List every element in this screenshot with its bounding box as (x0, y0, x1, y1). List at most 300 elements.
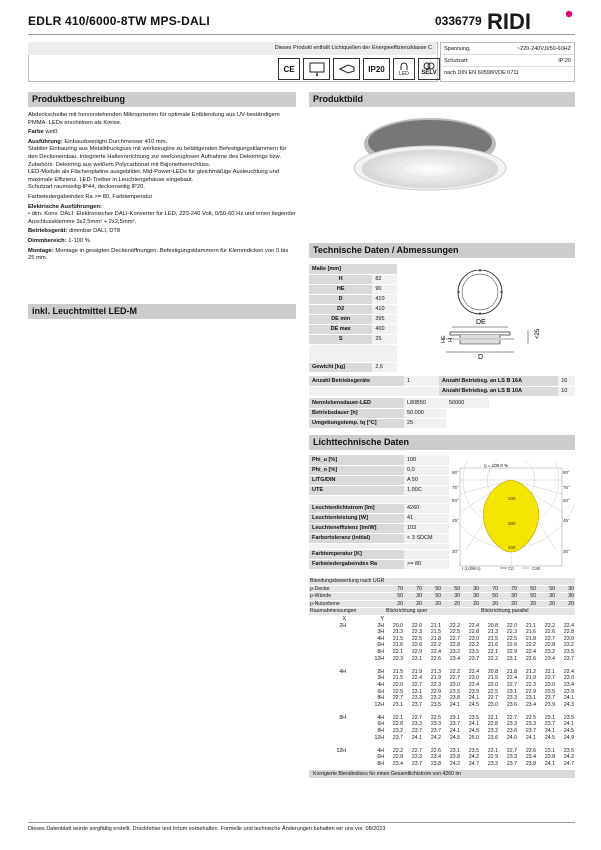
ugr-cell: 23.9 (544, 701, 555, 708)
svg-text:90°: 90° (563, 470, 570, 475)
ugr-cell (309, 675, 347, 682)
ugr-cell (309, 636, 347, 643)
ugr-data-row (309, 748, 575, 755)
ceiling-mount-icon (303, 58, 330, 80)
ugr-cell: 23.7 (468, 655, 479, 662)
ugr-cell: 22.0 (411, 622, 422, 629)
ugr-cell: 30 (404, 593, 423, 601)
ugr-data-row (309, 721, 575, 728)
ugr-cell (309, 695, 347, 702)
ugr-reflectance-row (309, 585, 575, 593)
ugr-cell: ρ-Wände (309, 593, 385, 601)
ugr-cell: 23.4 (525, 701, 536, 708)
ugr-cell: 22.6 (430, 655, 441, 662)
ugr-data-row (309, 761, 575, 768)
svg-text:90°: 90° (452, 470, 459, 475)
ugr-cell (309, 721, 347, 728)
ugr-cell: 23.3 (506, 754, 517, 761)
ugr-cell: 22.9 (525, 688, 536, 695)
ugr-cell: 22.7 (411, 681, 422, 688)
svg-text:<25: <25 (535, 328, 541, 339)
ugr-cell: 22.7 (411, 747, 422, 754)
ugr-cell: 23.2 (468, 642, 479, 649)
svg-text:C0: C0 (508, 566, 514, 571)
ugr-cell: 22.7 (506, 714, 517, 721)
ugr-cell: 22.4 (563, 668, 574, 675)
ugr-cell: 21.5 (392, 675, 403, 682)
selv-icon: SELV (418, 58, 440, 80)
ugr-cell: 22.4 (468, 622, 479, 629)
ugr-cell (309, 754, 347, 761)
ugr-cell: 23.7 (544, 695, 555, 702)
ugr-spacer-row (309, 662, 575, 669)
ugr-cell: 22.6 (430, 747, 441, 754)
electrical-spec-box: Spannung, ~220-240V,0/50-60HZ Schutzart: IP 20 nach DIN EN 60598/VDE 0711 (440, 42, 575, 82)
ugr-cell: 23.8 (525, 761, 536, 768)
ugr-cell: 23.5 (563, 648, 574, 655)
ugr-cell: 23.8 (449, 695, 460, 702)
ugr-cell: 24.1 (411, 734, 422, 741)
ugr-cell: 20 (442, 600, 461, 608)
ugr-cell: 30 (556, 585, 575, 593)
ugr-cell: 8H (339, 714, 346, 721)
ugr-cell: Raumabmessungen (309, 608, 385, 616)
ugr-reflectance-row (309, 593, 575, 601)
ugr-cell: 12H (374, 734, 384, 741)
ugr-cell: Blickrichtung quer (385, 608, 480, 616)
svg-text:60°: 60° (563, 498, 570, 503)
ugr-cell: 23.3 (411, 721, 422, 728)
ugr-cell: 23.7 (411, 761, 422, 768)
ugr-cell: ρ-Nutzebene (309, 600, 385, 608)
polar-diagram (452, 460, 574, 572)
footer-divider (28, 822, 575, 823)
ugr-cell: 22.8 (392, 721, 403, 728)
ugr-cell: 20 (461, 600, 480, 608)
ugr-cell: 22.6 (411, 642, 422, 649)
ugr-cell: ρ-Decke (309, 585, 385, 593)
ugr-cell: 24.1 (449, 701, 460, 708)
ugr-reflectance-row (309, 600, 575, 608)
ugr-cell: 23.5 (430, 701, 441, 708)
tool-icon (333, 58, 360, 80)
ugr-cell: 22.8 (468, 629, 479, 636)
ugr-note: Korrigierte Blendindizes für einen Gesamtlichtstrom von 4260 lm (309, 770, 575, 778)
ugr-data-row (309, 669, 575, 676)
ugr-cell: 21.5 (392, 668, 403, 675)
ce-mark-icon: CE (278, 58, 300, 80)
ugr-cell: 23.5 (563, 747, 574, 754)
ugr-cell (309, 662, 575, 669)
ugr-cell: 30 (461, 585, 480, 593)
ugr-cell: 23.3 (411, 695, 422, 702)
ugr-cell: 22.9 (487, 754, 498, 761)
ugr-cell: 6H (377, 642, 384, 649)
ugr-cell: 23.0 (563, 635, 574, 642)
ugr-cell: 22.3 (392, 655, 403, 662)
ridi-logo (487, 10, 575, 32)
ugr-cell: 22.7 (392, 695, 403, 702)
ugr-cell (309, 649, 347, 656)
ugr-cell: 22.2 (449, 668, 460, 675)
svg-text:D: D (478, 354, 484, 361)
ugr-cell: 22.7 (487, 695, 498, 702)
ugr-cell: 24.0 (506, 734, 517, 741)
ugr-table (309, 578, 575, 778)
ugr-cell: 70 (480, 585, 499, 593)
ugr-cell: 22.2 (430, 642, 441, 649)
header-divider (28, 34, 575, 35)
ugr-cell: 23.7 (449, 721, 460, 728)
ugr-cell: 23.1 (411, 655, 422, 662)
ugr-cell: 21.5 (487, 675, 498, 682)
ugr-cell: 23.1 (506, 655, 517, 662)
ugr-cell: 23.2 (392, 728, 403, 735)
ugr-cell: 22.8 (544, 642, 555, 649)
ugr-cell: 23.5 (544, 688, 555, 695)
ugr-cell: Blendungsbewertung nach UGR (309, 578, 575, 585)
svg-text:DE: DE (476, 319, 486, 326)
svg-text:75°: 75° (563, 485, 570, 490)
ugr-data-row (309, 695, 575, 702)
ugr-cell: 21.8 (430, 635, 441, 642)
ugr-cell: 22.6 (506, 642, 517, 649)
ugr-cell: 23.4 (430, 754, 441, 761)
ugr-cell: 24.5 (468, 728, 479, 735)
ugr-cell: 22.4 (411, 675, 422, 682)
ugr-cell: 23.1 (449, 747, 460, 754)
ugr-cell: 23.9 (563, 688, 574, 695)
ugr-cell: 23.0 (468, 635, 479, 642)
ugr-cell: 23.4 (392, 761, 403, 768)
ugr-cell: 21.3 (430, 668, 441, 675)
ugr-cell (309, 761, 347, 768)
ugr-cell: 23.0 (468, 675, 479, 682)
ugr-cell: 50 (537, 585, 556, 593)
energy-class: C (428, 45, 432, 51)
ugr-cell: 24.2 (468, 754, 479, 761)
ugr-cell: 4H (377, 714, 384, 721)
svg-text:C90: C90 (532, 566, 541, 571)
ugr-cell: 30 (556, 593, 575, 601)
ugr-cell: 21.5 (487, 635, 498, 642)
ugr-cell: 20 (537, 600, 556, 608)
svg-text:HE: HE (441, 335, 447, 343)
ugr-cell: 30 (461, 593, 480, 601)
ugr-cell: 22.0 (506, 622, 517, 629)
ugr-cell: 20 (518, 600, 537, 608)
ugr-cell: 2H (377, 622, 384, 629)
operating-devices-table: Anzahl Betriebsgeräte 1 Anzahl Betriebsg. an LS B 16A 16 Anzahl Betriebsg. an LS B 10A 10 (309, 376, 575, 397)
ugr-cell: 23.6 (506, 701, 517, 708)
ugr-cell: 22.6 (525, 747, 536, 754)
ugr-cell: 21.2 (525, 668, 536, 675)
ugr-cell: 23.3 (411, 754, 422, 761)
ugr-cell: 24.5 (449, 734, 460, 741)
ugr-data-row (309, 642, 575, 649)
section-description: Produktbeschreibung (28, 92, 296, 107)
ugr-title-row (309, 578, 575, 585)
ugr-cell: 23.3 (487, 761, 498, 768)
ugr-header-row (309, 608, 575, 616)
ugr-cell: 22.5 (449, 629, 460, 636)
ugr-cell: 22.5 (430, 714, 441, 721)
ugr-cell: 23.0 (487, 701, 498, 708)
ugr-cell: 23.7 (563, 655, 574, 662)
ugr-cell: 23.2 (487, 728, 498, 735)
ugr-cell: 21.6 (392, 642, 403, 649)
ugr-cell: 23.7 (411, 701, 422, 708)
ugr-cell: 20 (423, 600, 442, 608)
ugr-cell: 3H (377, 629, 384, 636)
ugr-cell: 23.2 (449, 648, 460, 655)
ugr-cell: 20.8 (487, 622, 498, 629)
ugr-cell: 70 (404, 585, 423, 593)
ugr-cell: 22.3 (430, 681, 441, 688)
ugr-cell: 23.4 (563, 681, 574, 688)
ugr-cell (309, 629, 347, 636)
ugr-cell: 22.2 (449, 622, 460, 629)
ugr-cell: 21.5 (392, 635, 403, 642)
ugr-data-row (309, 656, 575, 663)
ugr-cell (309, 741, 575, 748)
certification-symbols (278, 58, 440, 80)
ugr-cell: 22.2 (525, 642, 536, 649)
ugr-cell: 22.4 (430, 648, 441, 655)
ugr-cell: 2H (377, 668, 384, 675)
ugr-cell: 8H (377, 648, 384, 655)
ugr-cell: 30 (442, 593, 461, 601)
svg-text:400: 400 (508, 545, 516, 550)
ugr-cell: 22.4 (468, 668, 479, 675)
svg-text:60°: 60° (452, 498, 459, 503)
ugr-cell: 22.5 (392, 688, 403, 695)
ugr-cell (385, 615, 575, 622)
svg-text:30°: 30° (563, 549, 570, 554)
ugr-cell: Y (380, 615, 384, 622)
ugr-cell: 21.9 (525, 675, 536, 682)
ugr-cell: 23.8 (449, 754, 460, 761)
ugr-cell: 22.5 (525, 714, 536, 721)
ugr-cell: 24.2 (449, 761, 460, 768)
ugr-cell: 22.1 (392, 714, 403, 721)
ugr-cell: 24.2 (430, 734, 441, 741)
ugr-cell: 23.8 (544, 754, 555, 761)
ugr-cell: 23.3 (430, 721, 441, 728)
ugr-data-row (309, 715, 575, 722)
section-product-image: Produktbild (309, 92, 575, 107)
section-technical-data: Technische Daten / Abmessungen (309, 243, 575, 258)
dimension-drawing (440, 266, 550, 366)
ugr-cell: 70 (499, 585, 518, 593)
ugr-cell: 22.2 (392, 747, 403, 754)
ugr-spacer-row (309, 708, 575, 715)
ugr-cell: 22.7 (544, 675, 555, 682)
ugr-data-row (309, 728, 575, 735)
ugr-cell: 23.9 (468, 688, 479, 695)
ugr-cell: 22.0 (392, 681, 403, 688)
ugr-cell: 23.0 (449, 681, 460, 688)
ugr-cell: 4H (377, 635, 384, 642)
ugr-cell: 12H (374, 655, 384, 662)
ugr-cell: 24.5 (468, 701, 479, 708)
ugr-cell: 22.6 (525, 655, 536, 662)
ugr-cell: 8H (377, 728, 384, 735)
ugr-cell: 22.7 (506, 681, 517, 688)
ugr-cell: 24.1 (468, 721, 479, 728)
article-number: 0336779 (435, 14, 482, 28)
ugr-cell: 23.5 (449, 688, 460, 695)
svg-text:I (cd/klm): I (cd/klm) (462, 566, 481, 571)
ugr-xy-row (309, 615, 575, 622)
ugr-cell: 30 (499, 593, 518, 601)
dimensions-table: Maße [mm] H 82 HE 90 D 410 D2 410 DE min 395 DE max 400 S 25 Gewicht [kg] 2,6 (309, 264, 397, 373)
svg-text:H: H (448, 338, 454, 342)
ugr-cell (309, 656, 347, 663)
ugr-cell: 21.9 (430, 675, 441, 682)
ugr-cell: 8H (377, 695, 384, 702)
ugr-cell (309, 642, 347, 649)
ugr-cell: 24.9 (563, 734, 574, 741)
svg-text:45°: 45° (452, 518, 459, 523)
ugr-cell: 24.5 (544, 734, 555, 741)
ugr-cell: 23.8 (430, 761, 441, 768)
ugr-cell: 20.8 (487, 668, 498, 675)
product-model: EDLR 410/6000-8TW MPS-DALI (28, 14, 210, 28)
ugr-cell: 23.5 (563, 714, 574, 721)
ugr-cell: 23.5 (468, 747, 479, 754)
ugr-data-row (309, 702, 575, 709)
ugr-cell: 24.5 (563, 728, 574, 735)
ip20-icon: IP20 (363, 58, 390, 80)
ugr-cell: 22.1 (487, 648, 498, 655)
ugr-cell (309, 728, 347, 735)
ugr-cell: 23.4 (544, 655, 555, 662)
svg-text:45°: 45° (563, 518, 570, 523)
ugr-cell: 23.1 (392, 701, 403, 708)
ugr-cell: 22.1 (487, 747, 498, 754)
ugr-cell: 12H (336, 747, 346, 754)
ugr-cell: 22.4 (525, 648, 536, 655)
product-description: Abdeckscheibe mit hervorstehenden Mikroprismen für optimale Entblendung aus UV-beständigem PMMA. LEDs erscheinen als Kreise. Farbe weiß Ausführung: Einbaudownlight Durchmesser 410 mm. Stabiler Einbauring aus Metalldruckguss mit werkzeuglos zu betätigenden Befestigungsklammern für den Deckeneinbau. Integrierte Haltevorrichtung zur werkzeuglosen Aufnahme des Dekorrings bzw. Zubehörs. Dekorring aus weißem Polycarbonat mit Bajonettverschluss. LED-Module als Flächenplatine ausgebildet. Mid-Power-LEDs für gleichmäßige Ausleuchtung und maximale Effizienz. LED-Treiber in Leuchtengehäuse eingebaut. Schutzart raumseitig IP44, deckenseitig IP20. Farbwiedergabeindex Ra >= 80, Farbtemperatur Elektrische Ausführungen: • dim. Konv. DALI: Elektronischer DALI-Konverter für LED, 220-240 Volt, 0/50-60 Hz und innen liegender Anschlussklemme 3x2,5mm² + 2x2,5mm². Betriebsgerät: dimmbar DALI, DT8 Dimmbereich: 1-100 % Montage: Montage in gesägten Deckenöffnungen. Befestigungsklammern für Klemmdicken von 0 bis 25 mm. (28, 112, 296, 262)
ugr-cell: 23.6 (487, 734, 498, 741)
ugr-cell: 23.2 (563, 642, 574, 649)
ugr-cell: 23.4 (468, 681, 479, 688)
ugr-cell: 23.0 (544, 681, 555, 688)
ugr-cell: 2H (339, 622, 346, 629)
ugr-spacer-row (309, 741, 575, 748)
ugr-cell: 21.8 (506, 668, 517, 675)
ugr-cell: 22.5 (487, 688, 498, 695)
ugr-cell: 23.2 (430, 695, 441, 702)
ugr-cell: 21.5 (430, 629, 441, 636)
ugr-cell: 23.3 (506, 721, 517, 728)
ugr-cell: 23.3 (506, 695, 517, 702)
ugr-cell: 23.3 (525, 721, 536, 728)
ugr-cell: 22.9 (430, 688, 441, 695)
ugr-data-row (309, 682, 575, 689)
ugr-cell: 22.1 (392, 648, 403, 655)
ugr-cell: 22.9 (506, 648, 517, 655)
ugr-cell: 23.6 (506, 728, 517, 735)
led-icon: LED (393, 58, 415, 80)
ugr-cell: 21.6 (487, 642, 498, 649)
ugr-data-row (309, 649, 575, 656)
ugr-cell: 22.6 (544, 629, 555, 636)
ugr-cell: 22.7 (411, 714, 422, 721)
ugr-data-row (309, 636, 575, 643)
ugr-cell: 50 (385, 593, 404, 601)
ugr-cell: 22.2 (544, 622, 555, 629)
ugr-cell: 20.0 (392, 622, 403, 629)
ugr-cell: 22.9 (411, 648, 422, 655)
ugr-cell: 24.7 (468, 761, 479, 768)
ugr-cell: 21.9 (411, 668, 422, 675)
ugr-cell: 20 (499, 600, 518, 608)
ugr-cell: 22.0 (487, 681, 498, 688)
ugr-cell: 24.1 (525, 734, 536, 741)
ugr-cell: 22.5 (506, 635, 517, 642)
ugr-cell: 50 (480, 593, 499, 601)
ugr-cell: 22.7 (449, 635, 460, 642)
ugr-cell (309, 735, 347, 742)
svg-text:75°: 75° (452, 485, 459, 490)
ugr-cell: 22.3 (411, 629, 422, 636)
ugr-cell: 21.3 (392, 629, 403, 636)
ugr-data-row (309, 675, 575, 682)
ugr-cell: 23.4 (525, 754, 536, 761)
ugr-cell: 21.3 (487, 629, 498, 636)
ugr-cell: 23.7 (430, 728, 441, 735)
ugr-cell (309, 702, 347, 709)
ugr-cell: 22.3 (506, 629, 517, 636)
ugr-cell: 23.7 (506, 761, 517, 768)
ugr-cell: 50 (518, 593, 537, 601)
ugr-cell: 21.6 (525, 629, 536, 636)
ugr-cell: 4H (339, 668, 346, 675)
ugr-cell: 4H (377, 747, 384, 754)
ugr-cell: 21.1 (430, 622, 441, 629)
ugr-cell: 23.1 (525, 695, 536, 702)
section-lamp: inkl. Leuchtmittel LED-M (28, 304, 296, 319)
energy-note: Dieses Produkt enthält Lichtquellen der Energieeffizienzklasse C (28, 42, 436, 55)
lifetime-table: Nennlebensdauer-LED L80B50 50000 Betriebsdauer [h] 50.000 Umgebungstemp. tq [°C] 25 (309, 398, 489, 429)
ugr-cell: 24.7 (563, 761, 574, 768)
ugr-data-row (309, 623, 575, 630)
ugr-cell: 24.1 (544, 728, 555, 735)
ugr-cell: 22.8 (487, 721, 498, 728)
ugr-data-row (309, 754, 575, 761)
ugr-cell: 22.3 (525, 681, 536, 688)
ugr-cell: 50 (442, 585, 461, 593)
ugr-cell: 23.1 (544, 714, 555, 721)
ugr-cell: 22.5 (411, 635, 422, 642)
ugr-cell: 24.1 (544, 761, 555, 768)
svg-text:RIDI: RIDI (487, 10, 531, 32)
ugr-cell (309, 708, 575, 715)
ugr-cell: 6H (377, 721, 384, 728)
ugr-cell: 70 (385, 585, 404, 593)
ugr-cell: 24.3 (563, 701, 574, 708)
ugr-cell: 21.1 (525, 622, 536, 629)
ugr-data-row (309, 629, 575, 636)
ugr-cell: 22.4 (506, 675, 517, 682)
photometric-table: Phi_u [%] 100 Phi_o [%] 0.0 LITG/DIN A 50 UTE 1.00C Leuchtenlichtstrom [lm] 4260 Leuchtenleistung [W] 41 Leuchteneffizienz [lm/W] 103 Farbortoleranz (initial) < 3 SDCM Farbtemperatur [K] Farbwiedergabeindex Ra >= 80 (309, 455, 449, 570)
ugr-cell: 22.7 (544, 635, 555, 642)
ugr-cell: 22.2 (487, 655, 498, 662)
ugr-cell: 24.1 (468, 695, 479, 702)
ugr-cell: 22.8 (563, 629, 574, 636)
